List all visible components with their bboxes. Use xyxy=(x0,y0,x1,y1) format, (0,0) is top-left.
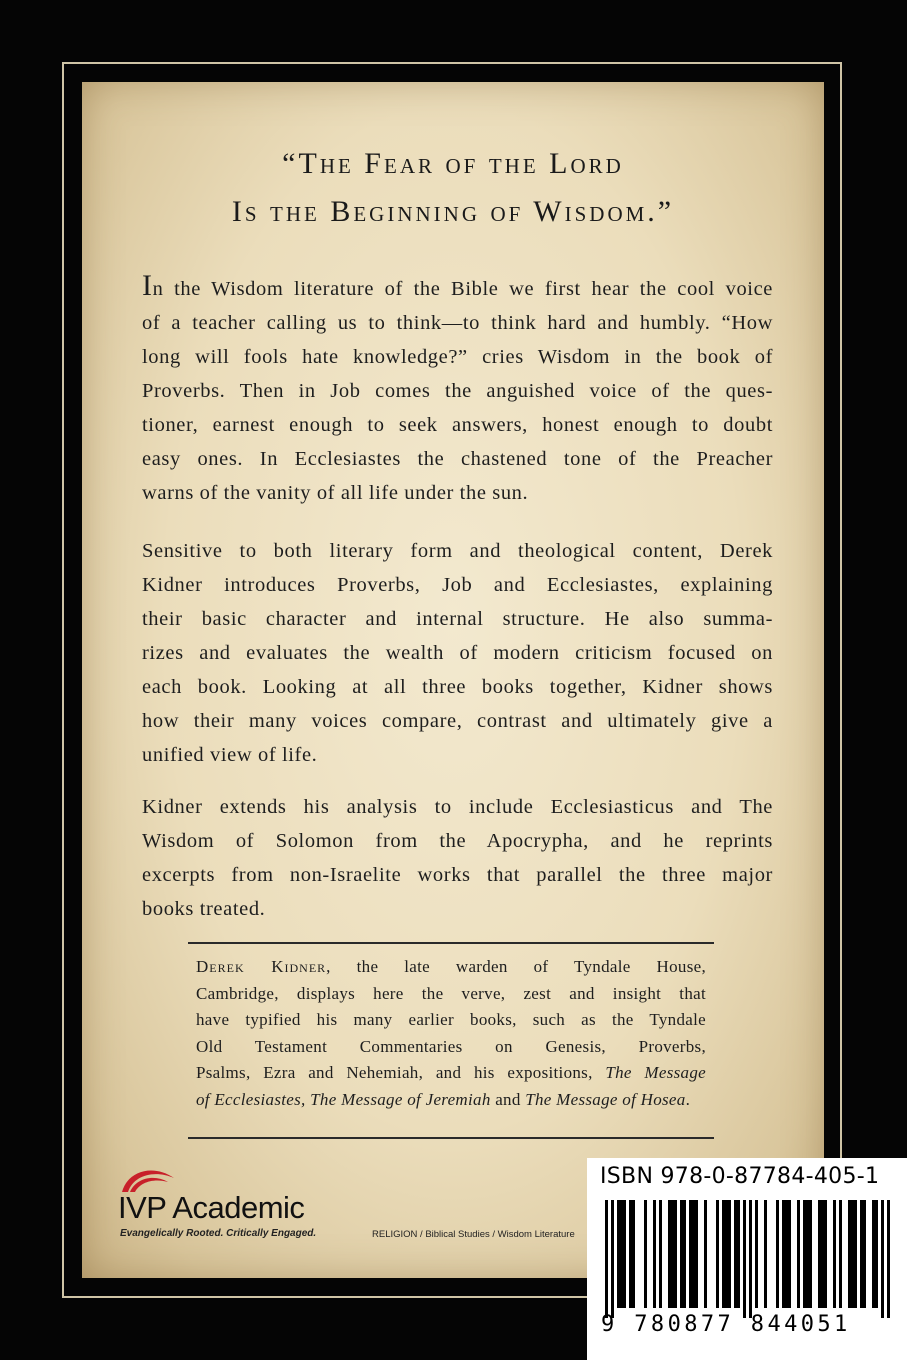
barcode-bar xyxy=(839,1200,842,1308)
paragraph-2-line: how their many voices compare, contrast and ultimately give a xyxy=(142,710,773,732)
barcode-bar xyxy=(833,1200,836,1308)
barcode-bar xyxy=(671,1200,674,1308)
author-bio-rule-top xyxy=(188,942,714,944)
barcode-bar xyxy=(644,1200,647,1308)
barcode-bar xyxy=(776,1200,779,1308)
barcode-bar xyxy=(854,1200,857,1308)
barcode-bar xyxy=(860,1200,863,1308)
barcode-bar xyxy=(728,1200,731,1308)
barcode-bar xyxy=(623,1200,626,1308)
barcode-bar xyxy=(851,1200,854,1308)
barcode-number: 9 780877 844051 xyxy=(601,1312,851,1337)
barcode-bar xyxy=(743,1200,746,1318)
barcode-bar xyxy=(821,1200,824,1308)
barcode-bar xyxy=(620,1200,623,1308)
author-bio-line: have typified his many earlier books, such as the Tyndale xyxy=(196,1010,706,1029)
author-bio-line: Derek Kidner, the late warden of Tyndale House, xyxy=(196,957,707,976)
barcode-bar xyxy=(689,1200,692,1308)
barcode-bar xyxy=(695,1200,698,1308)
paragraph-2-line: rizes and evaluates the wealth of modern criticism focused on xyxy=(142,642,773,664)
paragraph-3 xyxy=(142,790,773,926)
paragraph-1-line: Proverbs. Then in Job comes the anguished voice of the ques- xyxy=(142,380,773,402)
author-name: Derek Kidner xyxy=(196,957,327,976)
barcode-bar xyxy=(722,1200,725,1308)
barcode-bar xyxy=(692,1200,695,1308)
barcode-bar xyxy=(734,1200,737,1308)
barcode-bar xyxy=(881,1200,884,1318)
paragraph-2-line: Sensitive to both literary form and theological content, Derek xyxy=(142,540,773,562)
paragraph-3-line: Wisdom of Solomon from the Apocrypha, and he reprints xyxy=(142,830,773,852)
barcode-bar xyxy=(797,1200,800,1308)
barcode-bar xyxy=(632,1200,635,1308)
barcode-bar xyxy=(683,1200,686,1308)
barcode-bar xyxy=(611,1200,614,1318)
barcode-bar xyxy=(629,1200,632,1308)
publisher-name: IVP Academic xyxy=(118,1190,305,1225)
paragraph-3-line: books treated. xyxy=(142,898,266,920)
paragraph-3-line: excerpts from non-Israelite works that parallel the three major xyxy=(142,864,773,886)
paragraph-1-line: In the Wisdom literature of the Bible we first hear the cool voice xyxy=(142,269,773,302)
barcode-bar xyxy=(764,1200,767,1308)
publisher-tagline: Evangelically Rooted. Critically Engaged. xyxy=(120,1228,317,1239)
quote-line-2: Is the Beginning of Wisdom.” xyxy=(231,195,675,228)
barcode-box xyxy=(587,1158,907,1360)
publisher-logo xyxy=(110,1162,350,1242)
barcode-bar xyxy=(872,1200,875,1308)
barcode-bar xyxy=(737,1200,740,1308)
paragraph-2-line: unified view of life. xyxy=(142,744,318,766)
barcode-bar xyxy=(803,1200,806,1308)
barcode-bar xyxy=(818,1200,821,1308)
paragraph-2 xyxy=(142,534,773,772)
barcode-bar xyxy=(806,1200,809,1308)
drop-cap: I xyxy=(142,269,153,302)
barcode-bar xyxy=(875,1200,878,1308)
paragraph-1-line: tioner, earnest enough to seek answers, honest enough to doubt xyxy=(142,414,773,436)
barcode-bar xyxy=(809,1200,812,1308)
barcode-bar xyxy=(704,1200,707,1308)
paragraph-2-line: their basic character and internal structure. He also summa- xyxy=(142,608,773,630)
author-bio-line: Psalms, Ezra and Nehemiah, and his expositions, The Message xyxy=(196,1063,706,1082)
barcode-bar xyxy=(668,1200,671,1308)
barcode-bar xyxy=(755,1200,758,1308)
barcode-bar xyxy=(824,1200,827,1308)
barcode-bar xyxy=(725,1200,728,1308)
author-bio-rule-bottom xyxy=(188,1137,714,1139)
barcode-bar xyxy=(716,1200,719,1308)
category-label: RELIGION / Biblical Studies / Wisdom Literature xyxy=(372,1229,575,1240)
parchment-panel xyxy=(82,82,824,1278)
barcode-bar xyxy=(887,1200,890,1318)
barcode-bar xyxy=(782,1200,785,1308)
barcode-bar xyxy=(749,1200,752,1318)
barcode-bar xyxy=(674,1200,677,1308)
barcode-bar xyxy=(863,1200,866,1308)
author-bio-line: Old Testament Commentaries on Genesis, Proverbs, xyxy=(196,1036,706,1056)
paragraph-1 xyxy=(142,269,773,510)
barcode-bar xyxy=(605,1200,608,1318)
barcode-bar xyxy=(680,1200,683,1308)
author-bio-line: of Ecclesiastes, The Message of Jeremiah and The Message of Hosea. xyxy=(196,1089,691,1109)
author-bio-line: Cambridge, displays here the verve, zest and insight that xyxy=(196,983,706,1003)
paragraph-1-line: of a teacher calling us to think—to think hard and humbly. “How xyxy=(142,312,773,334)
paragraph-1-line: warns of the vanity of all life under the sun. xyxy=(142,482,529,504)
paragraph-3-line: Kidner extends his analysis to include Ecclesiasticus and The xyxy=(142,796,773,818)
paragraph-2-line: Kidner introduces Proverbs, Job and Ecclesiastes, explaining xyxy=(142,574,773,596)
barcode xyxy=(587,1200,907,1318)
barcode-bar xyxy=(785,1200,788,1308)
paragraph-2-line: each book. Looking at all three books together, Kidner shows xyxy=(142,676,773,698)
barcode-bar xyxy=(617,1200,620,1308)
author-bio xyxy=(196,954,706,1113)
barcode-bar xyxy=(848,1200,851,1308)
paragraph-1-line: easy ones. In Ecclesiastes the chastened tone of the Preacher xyxy=(142,448,773,470)
barcode-bar xyxy=(788,1200,791,1308)
paragraph-1-line: long will fools hate knowledge?” cries Wisdom in the book of xyxy=(142,346,773,368)
quote-line-1: “The Fear of the Lord xyxy=(282,147,624,180)
barcode-bar xyxy=(653,1200,656,1308)
barcode-bar xyxy=(659,1200,662,1308)
isbn-label: ISBN 978-0-87784-405-1 xyxy=(600,1164,880,1189)
